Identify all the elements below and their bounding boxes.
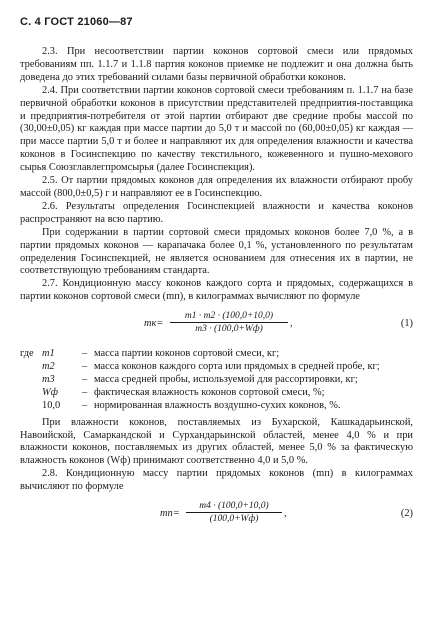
definition-symbol: m2 (42, 361, 55, 373)
definition-wf (20, 387, 413, 400)
clause-2-7: 2.7. Кондиционную массу коконов каждого сорта и прядомых, содержащихся в партии коконов сортовой смеси (mп), в килограммах вычисляют по формуле (20, 278, 413, 303)
definition-prefix (20, 400, 42, 413)
definition-symbol: m1 (42, 348, 55, 360)
formula-1-fraction (170, 310, 288, 335)
definition-m2 (20, 361, 413, 374)
definition-dash: – (82, 361, 88, 373)
definitions-list (20, 348, 413, 413)
formula-1-numerator: m1 · m2 · (100,0+10,0) (170, 310, 288, 323)
formula-2-fraction (186, 500, 282, 525)
definition-text: масса партии коконов сортовой смеси, кг; (94, 348, 280, 360)
moisture-note: При влажности коконов, поставляемых из Бухарской, Кашкадарьинской, Навоийской, Самаркандской и Сурхандарьинской областей, менее 4,0 % и при влажности коконов, поставляемых из других областей, менее 5,0 % за фактическую влажность коконов (Wф) принимают соответственно 4,0 и 5,0 %. (20, 416, 413, 467)
formula-2-numerator: m4 · (100,0+10,0) (186, 500, 282, 513)
clause-2-6: 2.6. Результаты определения Госинспекцией влажности и качества коконов распространяют на всю партию. (20, 200, 413, 225)
definition-dash: – (82, 386, 88, 398)
definition-text: масса коконов каждого сорта или прядомых в средней пробе, кг; (94, 361, 380, 373)
definition-dash: – (82, 348, 88, 360)
definition-dash: – (82, 373, 88, 385)
clause-2-8: 2.8. Кондиционную массу партии прядомых коконов (mп) в килограммах вычисляют по формуле (20, 468, 413, 493)
document-body (20, 46, 413, 538)
clause-2-6-note: При содержании в партии сортовой смеси прядомых коконов более 7,0 %, а в партии прядомых коконов — карапачака более 0,1 %, установленного по результатам определения Госинспекцией, не является основанием для отнесения их в партии, не соответствующую требованиям стандарта. (20, 226, 413, 277)
definition-prefix (20, 361, 42, 374)
clause-2-4: 2.4. При соответствии партии коконов сортовой смеси требованиям п. 1.1.7 на базе первичной обработки коконов в присутствии представителей предприятия-поставщика и предприятия-потребителя от этой партии отбирают две средние пробы массой по (30,00±0,05) кг каждая при массе партии до 5,0 т и массой по (60,00±0,05) кг каждая — при массе партии 5,0 т и более и направляют их для определения влажности и качества коконов в Госинспекцию по качеству текстильного, кожевенного и пушно-мехового сырья Союзглавлегпромсырья (далее Госинспекция). (20, 84, 413, 174)
formula-1-denominator: m3 · (100,0+Wф) (195, 324, 263, 335)
definition-norm-moisture (20, 400, 413, 413)
clause-2-5: 2.5. От партии прядомых коконов для определения их влажности отбирают пробу массой (800,0±0,5) г и направляют ее в Госинспекцию. (20, 175, 413, 199)
formula-2-denominator: (100,0+Wф) (209, 514, 259, 525)
definition-symbol: 10,0 (42, 399, 61, 411)
formula-1-comma: , (290, 318, 293, 330)
formula-2 (20, 500, 413, 532)
definition-m3 (20, 374, 413, 387)
formula-1-number: (1) (400, 318, 413, 330)
clause-2-3: 2.3. При несоответствии партии коконов сортовой смеси или прядомых требованиям пп. 1.1.7 и 1.1.8 партия коконов приемке не подлежит и она должна быть доведена до этих требований силами базы первичной обработки коконов. (20, 46, 413, 83)
page-header: С. 4 ГОСТ 21060—87 (20, 16, 133, 28)
definition-prefix (20, 387, 42, 400)
formula-1-lhs: mк= (144, 318, 164, 330)
definition-symbol: m3 (42, 373, 55, 385)
formula-1 (20, 310, 413, 342)
definition-prefix (20, 374, 42, 387)
definition-dash: – (82, 399, 88, 411)
definition-text: масса средней пробы, используемой для рассортировки, кг; (94, 373, 358, 385)
formula-2-lhs: mп= (160, 508, 180, 520)
formula-2-comma: , (284, 508, 287, 520)
definition-text: фактическая влажность коконов сортовой смеси, %; (94, 386, 325, 398)
formula-2-number: (2) (400, 508, 413, 520)
definition-m1 (20, 348, 413, 361)
definition-prefix: где (20, 348, 34, 360)
definition-symbol: Wф (42, 386, 59, 398)
definition-text: нормированная влажность воздушно-сухих коконов, %. (94, 399, 341, 411)
